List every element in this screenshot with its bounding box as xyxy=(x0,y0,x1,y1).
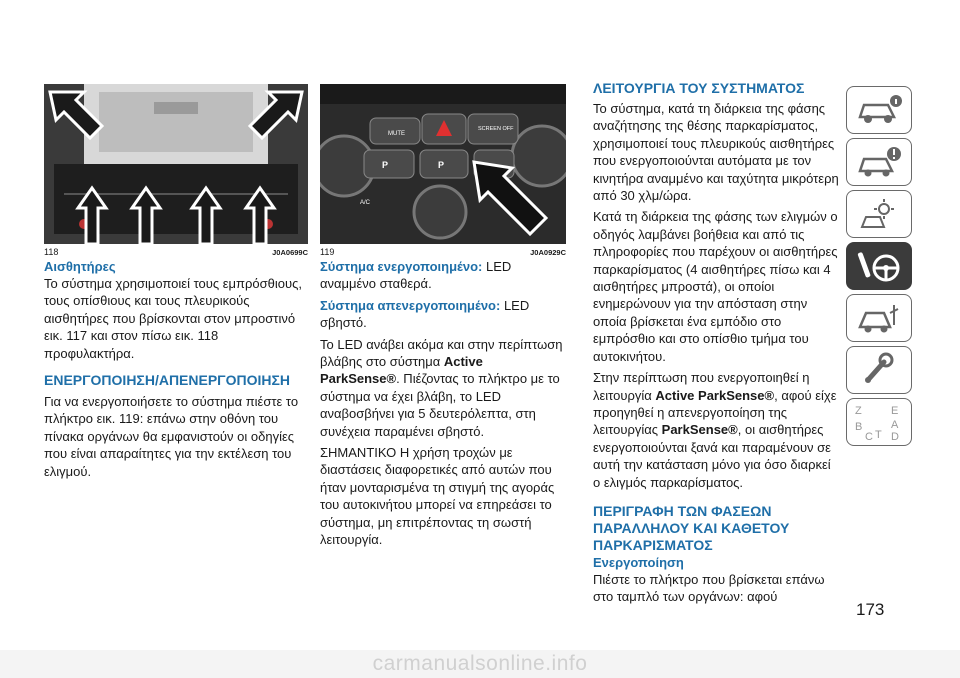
phases-description-title: ΠΕΡΙΓΡΑΦΗ ΤΩΝ ΦΑΣΕΩΝ ΠΑΡΑΛΛΗΛΟΥ ΚΑΙ ΚΑΘΕΤΟΥ ΠΑΡΚΑΡΙΣΜΑΤΟΣ xyxy=(593,502,790,553)
column-right xyxy=(593,80,841,610)
figure-119-dashboard-button xyxy=(320,84,566,244)
led-text-b: . Πιέζοντας το πλήκτρο με το σύστημα να έχει βλάβη, το LED αναβοσβήνει για 5 δευτερόλεπτα, στη συνέχεια παραμένει σβηστό. xyxy=(320,371,560,439)
operation-paragraph-2: Κατά τη διάρκεια της φάσης των ελιγμών ο οδηγός λαμβάνει βοήθεια και από τις πληροφορίες που παρέχουν οι αισθητήρες παρκαρίσματος (4 αισθητήρες πίσω και 4 αισθητήρες μπροστά), οι οποίοι ενημερώνουν για την απόσταση στην οποία βρίσκεται ένα εμπόδιο στο εμπρόσθιο και στο οπίσθιο τμήμα του αυτοκινήτου. xyxy=(593,209,838,364)
parksense-button-label: P xyxy=(438,160,445,170)
screen-off-label: SCREEN OFF xyxy=(478,126,514,132)
tab-starting-driving[interactable] xyxy=(846,242,912,290)
op3-text-b: , αφού είχε προηγηθεί η απενεργοποίηση της λειτουργίας xyxy=(593,387,837,438)
led-failure-paragraph xyxy=(320,336,566,440)
system-off-text: LED σβηστό. xyxy=(320,297,530,331)
system-on-label: Σύστημα ενεργοποιημένο: xyxy=(320,259,483,274)
system-on-text: LED αναμμένο σταθερά. xyxy=(320,259,512,292)
car-crash-icon xyxy=(854,301,904,335)
index-letter: D xyxy=(891,431,899,442)
column-middle xyxy=(320,84,566,553)
activation-instructions: Πιέστε το πλήκτρο που βρίσκεται επάνω στο ταμπλό των οργάνων: αφού xyxy=(593,571,825,605)
operation-paragraph-1: Το σύστημα, κατά τη διάρκεια της φάσης αναζήτησης της θέσης παρκαρίσματος, χρησιμοποιεί τους πλευρικούς αισθητήρες που ενεργοποιούνται αυτόματα με τον κινητήρα αναμμένο και ταχύτητα μικρότερη από 30 χλμ/ώρα. xyxy=(593,101,839,204)
operation-paragraph-3 xyxy=(593,369,841,491)
figure-119-caption xyxy=(320,246,566,258)
index-letter: C xyxy=(865,431,873,442)
page-number: 173 xyxy=(856,600,885,619)
watermark-text[interactable]: carmanualsonline.info xyxy=(372,652,588,675)
op3-text-a: Στην περίπτωση που ενεργοποιηθεί η λειτουργία xyxy=(593,370,810,403)
sensors-heading: Αισθητήρες xyxy=(44,259,116,274)
index-letter: E xyxy=(891,405,899,417)
tab-service[interactable] xyxy=(846,346,912,394)
parksense-brand: ParkSense® xyxy=(661,422,738,438)
p-label-left: P xyxy=(382,160,389,170)
a-c-label: A/C xyxy=(360,200,371,206)
column-left xyxy=(44,84,308,484)
tab-car-alert[interactable] xyxy=(846,138,912,186)
sensors-paragraph: Το σύστημα χρησιμοποιεί τους εμπρόσθιους, τους οπίσθιους και τους πλευρικούς αισθητήρες που βρίσκονται στον μπροστινό εικ. 117 και στον πίσω εικ. 118 προφυλακτήρα. xyxy=(44,276,302,361)
system-operation-title: ΛΕΙΤΟΥΡΓΙΑ ΤΟΥ ΣΥΣΤΗΜΑΤΟΣ xyxy=(593,80,805,96)
tab-dashboard-lights[interactable] xyxy=(846,190,912,238)
system-on-paragraph xyxy=(320,258,566,293)
index-letter: B xyxy=(855,421,863,433)
system-off-label: Σύστημα απενεργοποιημένο: xyxy=(320,297,501,313)
rear-bumper-illustration xyxy=(44,84,308,244)
tab-safety[interactable] xyxy=(846,294,912,342)
activation-paragraph: Για να ενεργοποιήσετε το σύστημα πιέστε το πλήκτρο εικ. 119: επάνω στην οθόνη του πίνακα οργάνων θα εμφανιστούν οι οδηγίες που είναι απαραίτητες για την εκτέλεση του ελιγμού. xyxy=(44,394,299,479)
dashboard-buttons-illustration xyxy=(320,84,566,244)
figure-number: 118 xyxy=(44,247,59,257)
figure-code: J0A0699C xyxy=(272,247,308,257)
wrench-icon xyxy=(854,350,904,390)
led-text-a: Το LED ανάβει ακόμα και στην περίπτωση βλάβης στο σύστημα xyxy=(320,336,563,370)
figure-118-caption xyxy=(44,246,308,258)
activation-subhead: Ενεργοποίηση xyxy=(593,554,684,570)
steering-wheel-icon xyxy=(854,246,904,286)
active-parksense-brand: Active ParkSense® xyxy=(320,354,483,387)
system-off-paragraph xyxy=(320,297,566,332)
tab-index[interactable] xyxy=(846,398,912,446)
important-note-paragraph: ΣΗΜΑΝΤΙΚΟ Η χρήση τροχών με διαστάσεις διαφορετικές από αυτών που ήταν μονταρισμένα τη στιγμή της αγοράς του αυτοκινήτου μπορεί να επηρεάσει το σύστημα, μη επιτρέποντας τη σωστή λειτουργία. xyxy=(320,445,555,548)
activation-section-title: ΕΝΕΡΓΟΠΟΙΗΣΗ/ΑΠΕΝΕΡΓΟΠΟΙΗΣΗ xyxy=(44,372,290,389)
chapter-tabs xyxy=(846,86,912,450)
mute-label: MUTE xyxy=(388,131,405,137)
figure-number: 119 xyxy=(320,247,335,257)
footer-watermark-bar xyxy=(0,650,960,678)
op3-text-c: , οι αισθητήρες ενεργοποιούνται ξανά και παραμένουν σε αυτή την κατάσταση μόνο για όσο διαρκεί ο ελιγμός παρκαρίσματος. xyxy=(593,422,831,490)
car-alert-icon xyxy=(854,145,904,179)
car-info-icon xyxy=(854,93,904,127)
index-letters-icon xyxy=(851,402,907,442)
active-parksense-brand: Active ParkSense® xyxy=(655,387,775,403)
figure-code: J0A0929C xyxy=(530,247,566,257)
index-letter: A xyxy=(891,419,899,431)
dashboard-lights-icon xyxy=(854,197,904,231)
index-letter: T xyxy=(875,429,882,441)
figure-118-rear-bumper xyxy=(44,84,308,244)
index-letter: Z xyxy=(855,405,862,417)
tab-car-info[interactable] xyxy=(846,86,912,134)
